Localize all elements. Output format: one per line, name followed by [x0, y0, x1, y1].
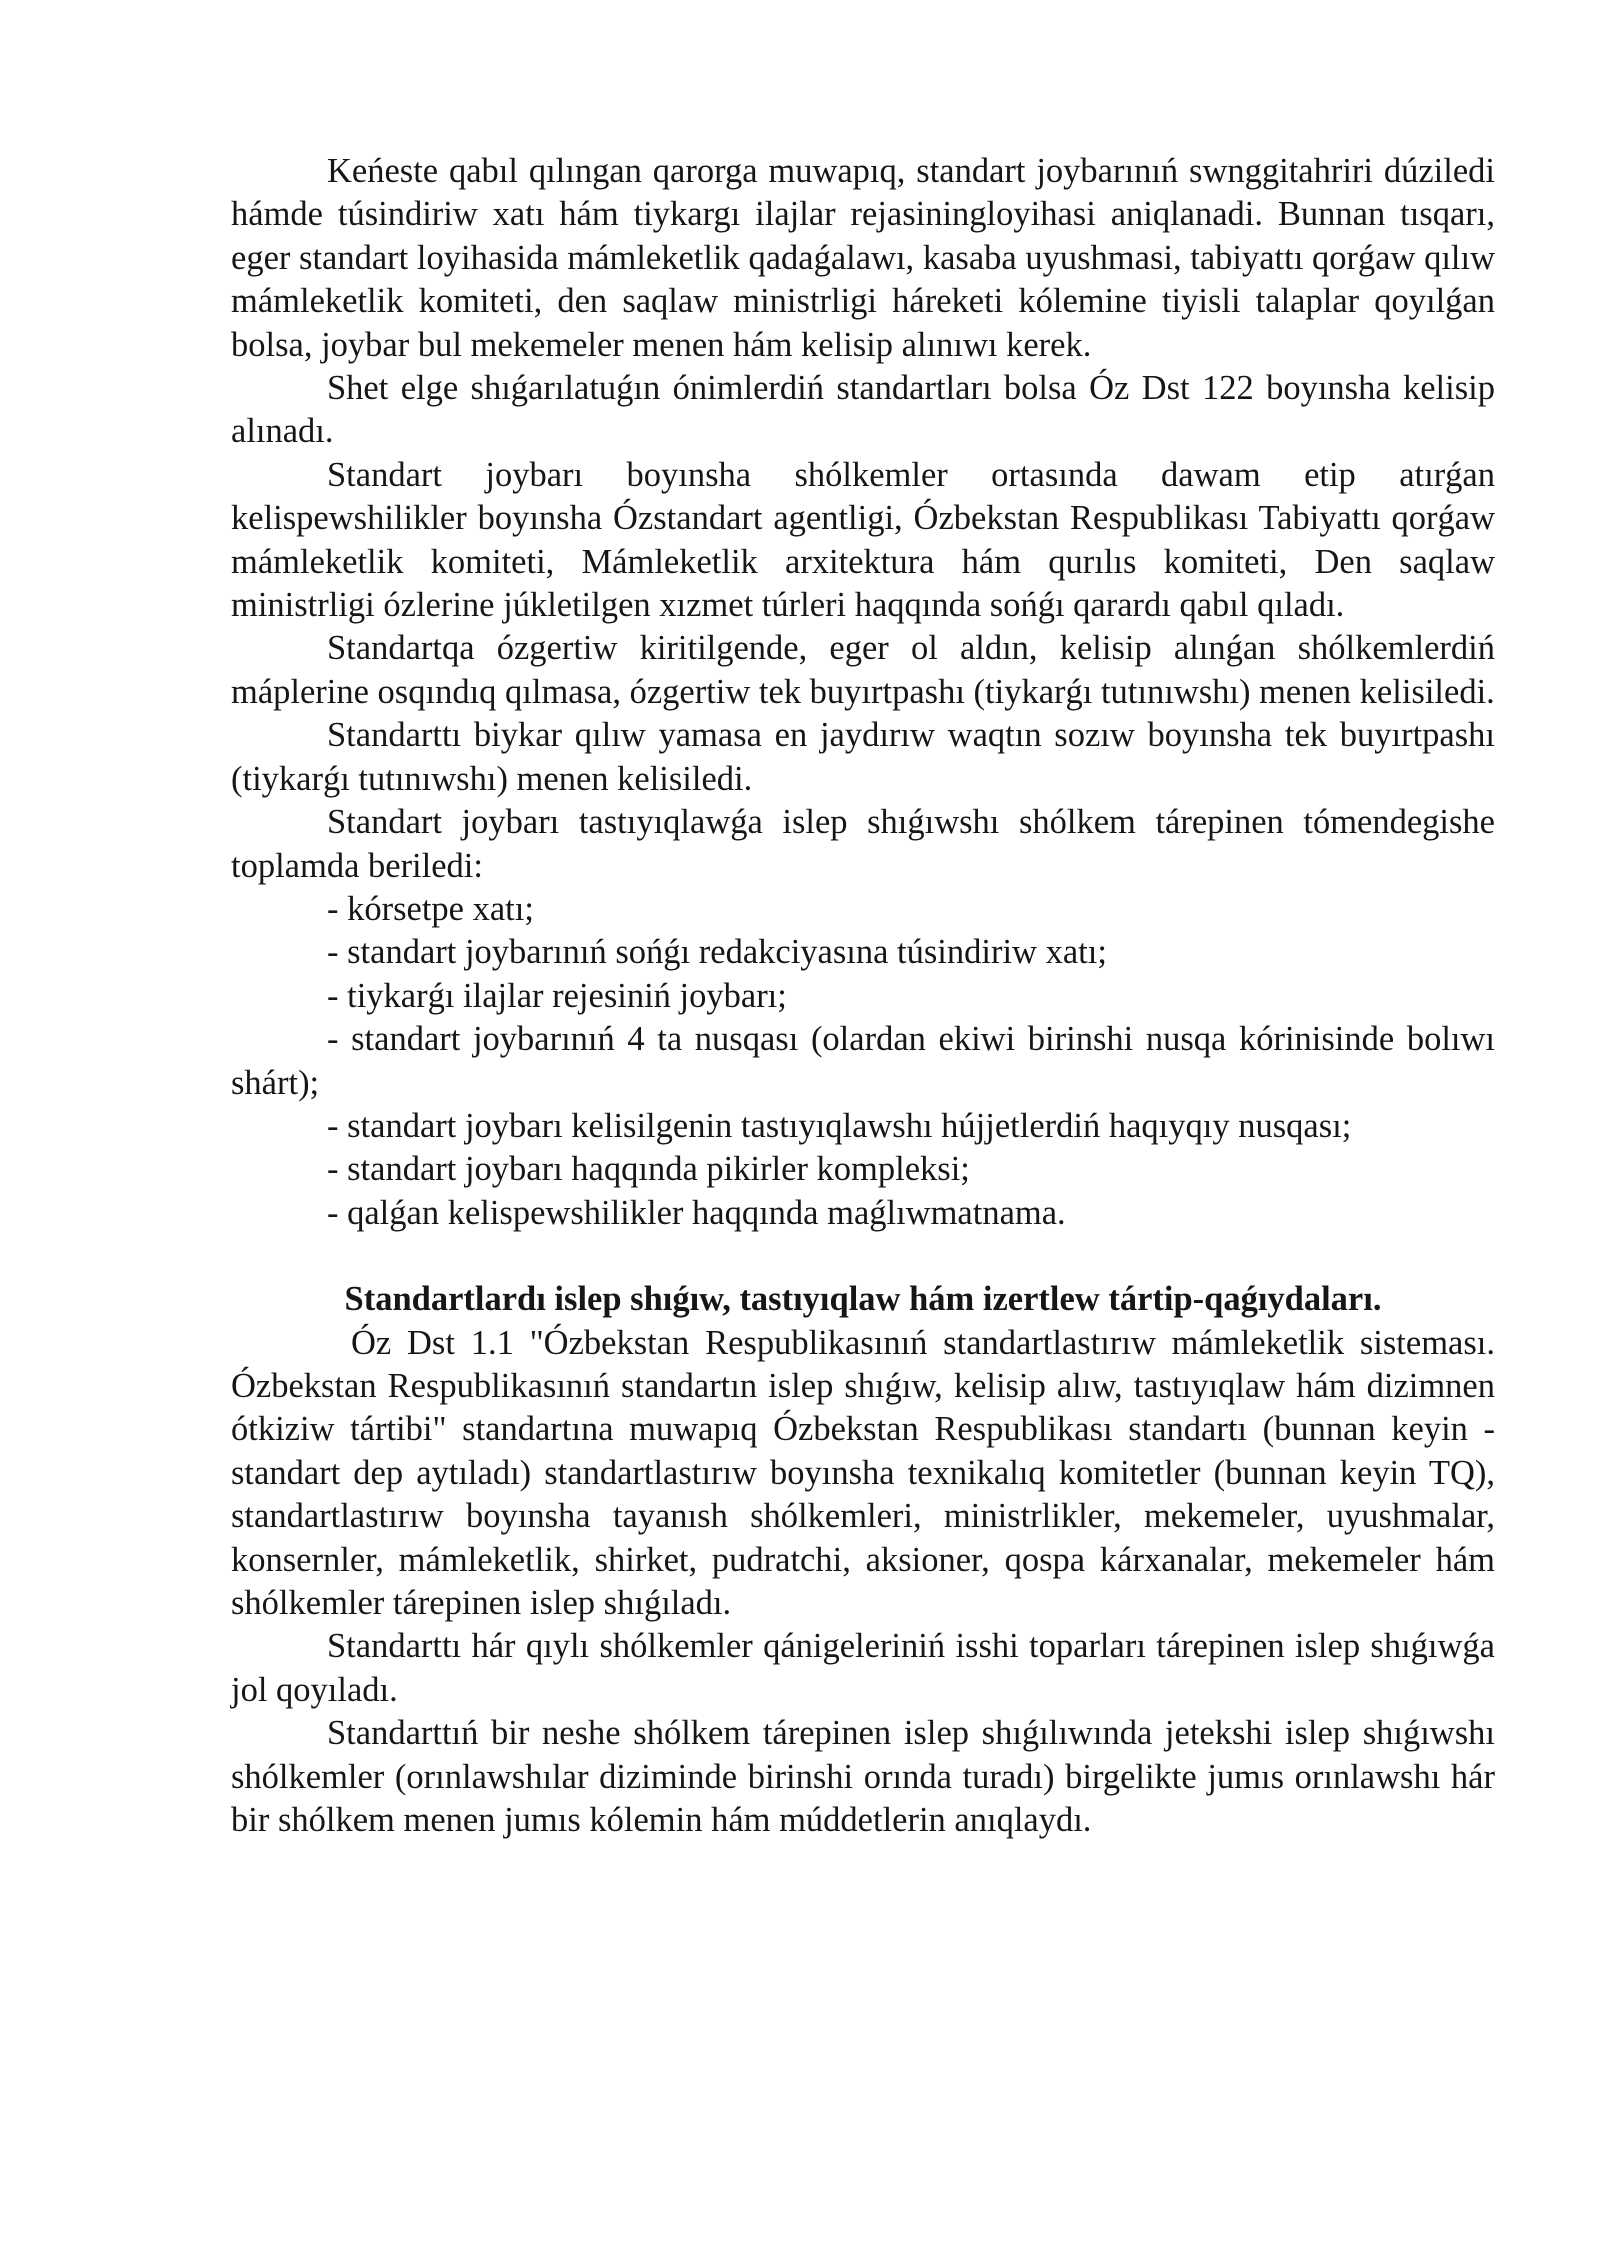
- paragraph: Standartqa ózgertiw kiritilgende, eger ol aldın, kelisip alınǵan shólkemlerdiń máplerine osqındıq qılmasa, ózgertiw tek buyırtpashı (tiykarǵı tutınıwshı) menen kelisiledi.: [231, 629, 1495, 711]
- list-item: - standart joybarı haqqında pikirler kompleksi;: [327, 1150, 970, 1189]
- list-item: - standart joybarınıń sońǵı redakciyasına túsindiriw xatı;: [327, 933, 1107, 972]
- list-item: - standart joybarı kelisilgenin tastıyıqlawshı hújjetlerdiń haqıyqıy nusqası;: [327, 1106, 1352, 1145]
- list-item: - tiykarǵı ilajlar rejesiniń joybarı;: [327, 976, 787, 1015]
- list-item: - qalǵan kelispewshilikler haqqında maǵlıwmatnama.: [327, 1193, 1066, 1232]
- paragraph: Standarttı hár qıylı shólkemler qánigeleriniń isshi toparları tárepinen islep shıǵıwǵa jol qoyıladı.: [231, 1627, 1495, 1709]
- paragraph: Standarttı biykar qılıw yamasa en jaydırıw waqtın sozıw boyınsha tek buyırtpashı (tiykarǵı tutınıwshı) menen kelisiledi.: [231, 716, 1495, 798]
- list-item: - kórsetpe xatı;: [327, 889, 534, 928]
- section-heading: Standartlardı islep shıǵıw, tastıyıqlaw hám izertlew tártip-qaǵıydaları.: [344, 1280, 1382, 1319]
- document-page: [231, 150, 1495, 1842]
- paragraph: Óz Dst 1.1 "Ózbekstan Respublikasınıń standartlastırıw mámleketlik sisteması. Ózbekstan Respublikasınıń standartın islep shıǵıw, kelisip alıw, tastıyıqlaw hám dizimnen ótkiziw tártibi" standartına muwapıq Ózbekstan Respublikası standartı (bunnan keyin - standart dep aytıladı) standartlastırıw boyınsha texnikalıq komitetler (bunnan keyin TQ), standartlastırıw boyınsha tayanısh shólkemleri, ministrlikler, mekemeler, uyushmalar, konsernler, mámleketlik, shirket, pudratchi, aksioner, qospa kárxanalar, mekemeler hám shólkemler tárepinen islep shıǵıladı.: [231, 1323, 1495, 1622]
- paragraph: Shet elge shıǵarılatuǵın ónimlerdiń standartları bolsa Óz Dst 122 boyınsha kelisip alınadı.: [231, 369, 1495, 451]
- list-item: - standart joybarınıń 4 ta nusqası (olardan ekiwi birinshi nusqa kórinisinde bolıwı shárt);: [231, 1020, 1495, 1102]
- submission-list: [231, 888, 1495, 1235]
- paragraph: Standart joybarı boyınsha shólkemler ortasında dawam etip atırǵan kelispewshilikler boyınsha Ózstandart agentligi, Ózbekstan Respublikası Tabiyattı qorǵaw mámleketlik komiteti, Mámleketlik arxitektura hám qurılıs komiteti, Den saqlaw ministrligi ózlerine júkletilgen xızmet túrleri haqqında sońǵı qarardı qabıl qıladı.: [231, 455, 1495, 625]
- paragraph: Standart joybarı tastıyıqlawǵa islep shıǵıwshı shólkem tárepinen tómendegishe toplamda beriledi:: [231, 803, 1495, 885]
- paragraph: Keńeste qabıl qılıngan qarorga muwapıq, standart joybarınıń swnggitahriri dúziledi hámde túsindiriw xatı hám tiykargı ilajlar rejasiningloyihasi aniqlanadi. Bunnan tısqarı, eger standart loyihasida mámleketlik qadaǵalawı, kasaba uyushmasi, tabiyattı qorǵaw qılıw mámleketlik komiteti, den saqlaw ministrligi háreketi kólemine tiyisli talaplar qoyılǵan bolsa, joybar bul mekemeler menen hám kelisip alınıwı kerek.: [231, 152, 1495, 364]
- blank-line: [231, 1235, 1495, 1278]
- paragraph: Standarttıń bir neshe shólkem tárepinen islep shıǵılıwında jetekshi islep shıǵıwshı shólkemler (orınlawshılar diziminde birinshi orında turadı) birgelikte jumıs orınlawshı hár bir shólkem menen jumıs kólemin hám múddetlerin anıqlaydı.: [231, 1714, 1495, 1840]
